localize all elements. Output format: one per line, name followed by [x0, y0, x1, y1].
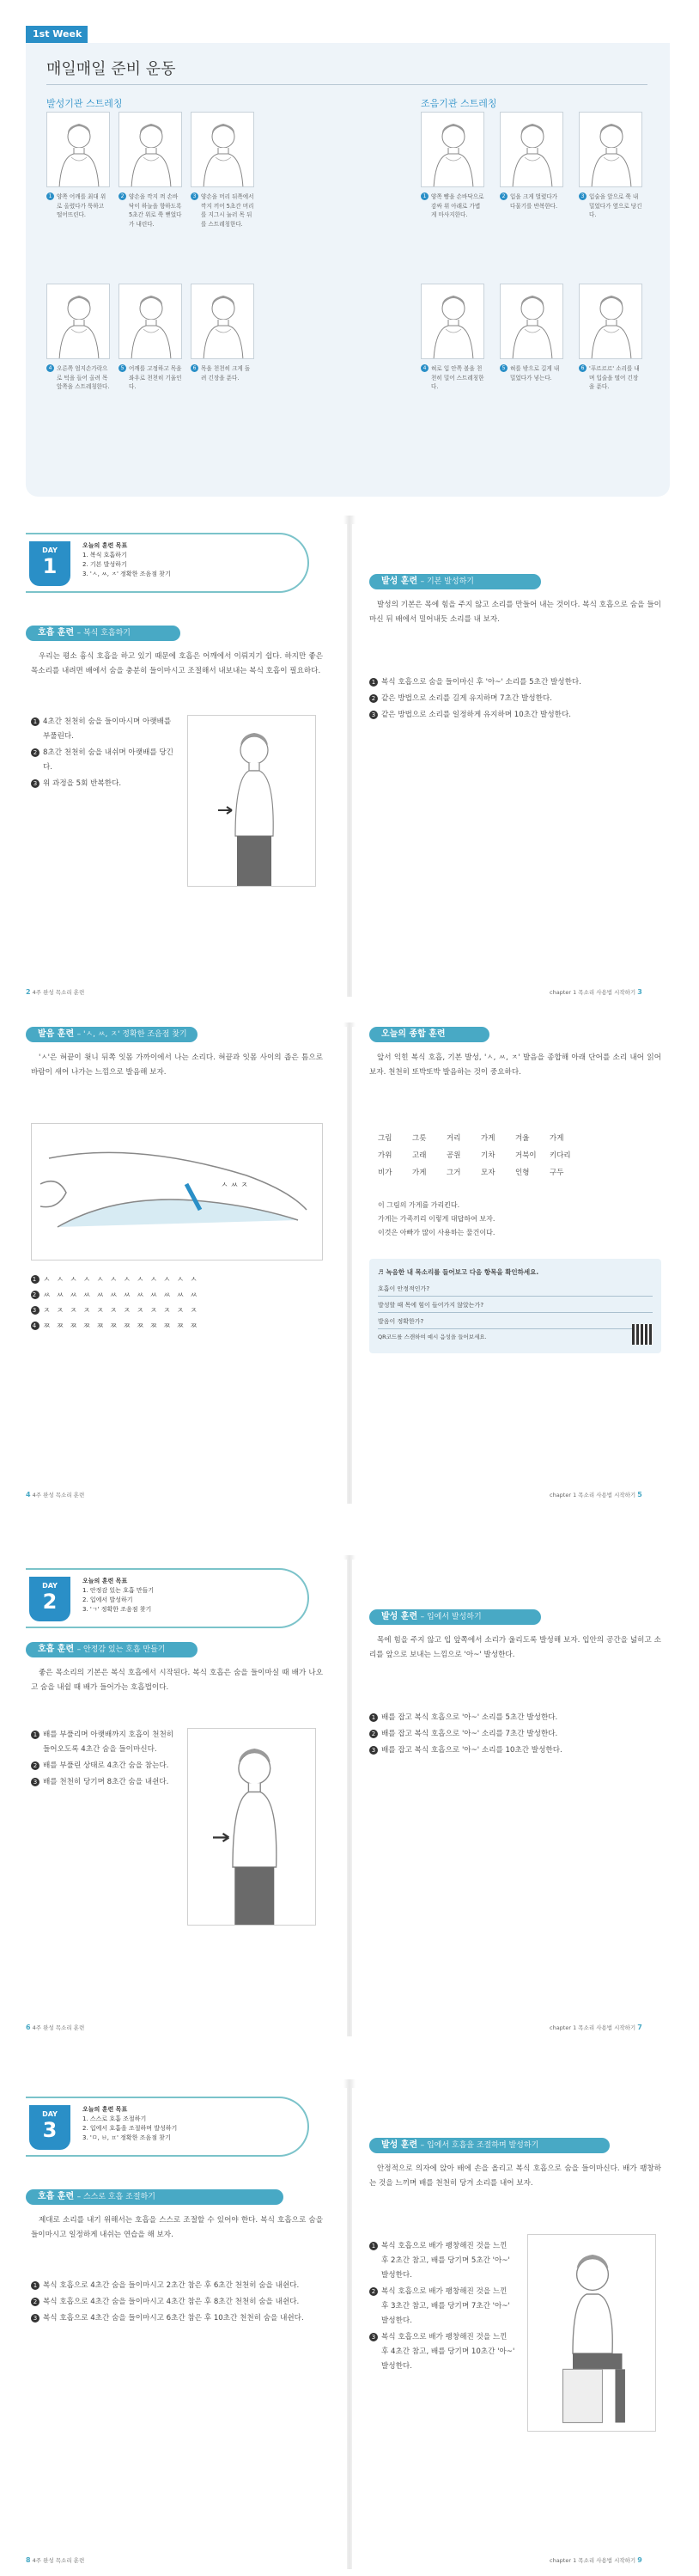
check-line: 발음이 정확한가? — [378, 1315, 653, 1329]
drill-row: 1 ㅅ ㅅ ㅅ ㅅ ㅅ ㅅ ㅅ ㅅ ㅅ ㅅ ㅅ ㅅ — [32, 1276, 199, 1285]
day-number: 2 — [42, 1590, 58, 1614]
page-number: 6 — [26, 2024, 31, 2031]
goal-item: 1. 안정감 있는 호흡 만들기 — [82, 1587, 155, 1594]
stretch-text: 목을 천천히 크게 돌려 긴장을 푼다. — [201, 365, 251, 382]
goal-item: 3. 'ㄱ' 정확한 조음점 찾기 — [82, 1606, 152, 1613]
goal-item: 2. 입에서 발성하기 — [82, 1596, 133, 1603]
section-subtitle: – 입에서 호흡을 조절하며 발성하기 — [420, 2141, 539, 2150]
section-title: 발성 훈련 — [381, 577, 418, 586]
step-item: 2 배를 잡고 복식 호흡으로 '아~' 소리를 7초간 발성한다. — [369, 1727, 661, 1742]
stretch-text: 어깨를 고정하고 목을 좌우로 천천히 기울인다. — [129, 365, 182, 390]
vocal-description: 안정적으로 의자에 앉아 배에 손을 올리고 복식 호흡으로 숨을 들이마신다. 배가 팽창하는 것을 느끼며 배를 천천히 당겨 소리를 내어 보자. — [369, 2164, 661, 2188]
step-item: 2 복식 호흡으로 4초간 숨을 들이마시고 4초간 참은 후 8초간 천천히 숨을 내쉰다. — [31, 2295, 323, 2310]
stretch-text: 입을 크게 벌렸다가 다물기를 반복한다. — [510, 193, 558, 210]
step-num: 3 — [191, 192, 198, 200]
step-num: 4 — [421, 364, 429, 372]
left-group-title: 발성기관 스트레칭 — [46, 98, 123, 109]
note-line: 가게는 가족끼리 이렇게 대답하여 보자. — [378, 1215, 495, 1223]
footer-text: 4주 완성 목소리 훈련 — [32, 2557, 85, 2564]
stretch-text: 양손을 머리 뒤쪽에서 깍지 끼어 5초간 머리를 지그시 눌러 목 뒤를 스트레칭한다. — [201, 193, 254, 228]
drill-row: 2 ㅆ ㅆ ㅆ ㅆ ㅆ ㅆ ㅆ ㅆ ㅆ ㅆ ㅆ ㅆ — [32, 1291, 199, 1300]
stretch-text: 혀를 밖으로 길게 내밀었다가 넣는다. — [510, 365, 560, 382]
vocal-description: 발성의 기본은 목에 힘을 주지 않고 소리를 만들어 내는 것이다. 복식 호흡으로 숨을 들이마신 뒤 배에서 밀어내듯 소리를 내 보자. — [369, 601, 661, 624]
page-number: 7 — [637, 2024, 642, 2031]
stretch-text: 양쪽 어깨를 최대 위로 올렸다가 툭하고 떨어뜨린다. — [57, 193, 106, 218]
step-num: 6 — [579, 364, 587, 372]
step-item: 2 배를 부풀린 상태로 4초간 숨을 참는다. — [31, 1759, 177, 1773]
section-subtitle: – 안정감 있는 호흡 만들기 — [76, 1645, 166, 1654]
goal-item: 1. 복식 호흡하기 — [82, 552, 127, 559]
step-item: 1 복식 호흡으로 4초간 숨을 들이마시고 2초간 참은 후 6초간 천천히 숨을 내쉰다. — [31, 2279, 323, 2293]
stretch-text: 혀로 입 안쪽 볼을 천천히 밀어 스트레칭한다. — [431, 365, 484, 390]
right-group-title: 조음기관 스트레칭 — [421, 98, 497, 109]
section-title: 호흡 훈련 — [38, 1645, 75, 1654]
breath-description: 제대로 소리를 내기 위해서는 호흡을 스스로 조절할 수 있어야 한다. 복식 호흡으로 숨을 들이마시고 일정하게 내쉬는 연습을 해 보자. — [31, 2216, 323, 2239]
drill-row: 4 ㅉ ㅉ ㅉ ㅉ ㅉ ㅉ ㅉ ㅉ ㅉ ㅉ ㅉ ㅉ — [32, 1322, 199, 1331]
goals-title: 오늘의 훈련 목표 — [82, 1578, 128, 1584]
page-number: 9 — [637, 2556, 642, 2564]
breath-description: 우리는 평소 흉식 호흡을 하고 있기 때문에 호흡은 어깨에서 이뤄지기 쉽다. 하지만 좋은 목소리를 내려면 배에서 숨을 충분히 들이마시고 조절해서 내보내는 복식 호흡이 필요하다. — [31, 652, 323, 675]
section-subtitle: – 입에서 발성하기 — [420, 1613, 482, 1621]
vocal-description: 목에 힘을 주지 않고 입 앞쪽에서 소리가 울리도록 발성해 보자. 입안의 공간을 넓히고 소리를 앞으로 보내는 느낌으로 '아~' 발성한다. — [369, 1636, 661, 1659]
note-line: 이 그림의 가게를 가리킨다. — [378, 1201, 460, 1209]
footer-text: chapter 1 목소리 사용법 시작하기 — [550, 2024, 636, 2031]
stretch-text: 오른쪽 엄지손가락으로 턱을 들어 올려 목 앞쪽을 스트레칭한다. — [57, 365, 110, 390]
goal-item: 3. 'ㅁ, ㅂ, ㅍ' 정확한 조음점 찾기 — [82, 2134, 171, 2141]
step-num: 3 — [579, 192, 587, 200]
section-title: 오늘의 종합 훈련 — [381, 1029, 446, 1039]
footer-text: 4주 완성 목소리 훈련 — [32, 1492, 85, 1499]
drill-row: 3 ㅈ ㅈ ㅈ ㅈ ㅈ ㅈ ㅈ ㅈ ㅈ ㅈ ㅈ ㅈ — [32, 1307, 199, 1315]
day-label: DAY — [42, 1582, 58, 1590]
stretch-text: 양손을 깍지 껴 손바닥이 하늘을 향하도록 5초간 위로 쭉 뻗었다가 내린다. — [129, 193, 182, 228]
warmup-title: 매일매일 준비 운동 — [46, 60, 176, 78]
page-number: 2 — [26, 988, 31, 996]
step-item: 2 같은 방법으로 소리를 길게 유지하며 7초간 발성한다. — [369, 692, 661, 706]
section-subtitle: – 스스로 호흡 조절하기 — [76, 2193, 155, 2201]
page-number: 5 — [637, 1491, 642, 1499]
step-item: 2 8초간 천천히 숨을 내쉬며 아랫배를 당긴다. — [31, 746, 177, 775]
section-title: 호흡 훈련 — [38, 2192, 75, 2201]
footer-text: chapter 1 목소리 사용법 시작하기 — [550, 989, 636, 996]
stretch-text: 입술을 앞으로 쭉 내밀었다가 옆으로 당긴다. — [589, 193, 642, 218]
page-number: 4 — [26, 1491, 31, 1499]
section-subtitle: – 기본 발성하기 — [420, 577, 474, 586]
step-item: 1 배를 잡고 복식 호흡으로 '아~' 소리를 5초간 발성한다. — [369, 1711, 661, 1725]
breath-description: 좋은 목소리의 기본은 복식 호흡에서 시작된다. 복식 호흡은 숨을 들이마실 때 배가 나오고 숨을 내쉴 때 배가 들어가는 호흡법이다. — [31, 1669, 323, 1692]
stretch-text: 양쪽 뺨을 손바닥으로 감싸 위 아래로 가볍게 마사지한다. — [431, 193, 484, 218]
check-line: 호흡이 안정적인가? — [378, 1282, 653, 1297]
synth-description: 앞서 익힌 복식 호흡, 기본 발성, 'ㅅ, ㅆ, ㅈ' 발음을 종합해 아래 단어를 소리 내어 읽어 보자. 천천히 또박또박 발음하는 것이 중요하다. — [369, 1053, 661, 1077]
check-line: 발성할 때 목에 힘이 들어가지 않았는가? — [378, 1298, 653, 1313]
day-number: 1 — [42, 554, 58, 578]
section-subtitle: – 복식 호흡하기 — [76, 629, 131, 638]
step-item: 3 복식 호흡으로 배가 팽창해진 것을 느낀 후 4초간 참고, 배를 당기며 10초간 '아~' 발성한다. — [369, 2330, 515, 2374]
step-num: 2 — [500, 192, 508, 200]
listen-title: ♬ 녹음한 내 목소리를 들어보고 다음 항목을 확인하세요. — [378, 1268, 539, 1276]
page-number: 3 — [637, 988, 642, 996]
step-item: 1 배를 부풀리며 아랫배까지 호흡이 천천히 들어오도록 4초간 숨을 들이마신다. — [31, 1728, 177, 1757]
step-item: 3 같은 방법으로 소리를 일정하게 유지하며 10초간 발성한다. — [369, 708, 661, 723]
section-title: 호흡 훈련 — [38, 628, 75, 638]
step-num: 5 — [500, 364, 508, 372]
section-subtitle: – 'ㅅ, ㅆ, ㅈ' 정확한 조음점 찾기 — [76, 1030, 187, 1039]
goal-item: 2. 입에서 호흡을 조절하며 발성하기 — [82, 2125, 178, 2132]
word-row: 그림 그릇 거리 가게 겨울 가게 — [378, 1134, 564, 1143]
step-item: 3 배를 천천히 당기며 8초간 숨을 내쉰다. — [31, 1775, 177, 1790]
step-num: 1 — [46, 192, 54, 200]
step-item: 2 복식 호흡으로 배가 팽창해진 것을 느낀 후 3초간 참고, 배를 당기며 7초간 '아~' 발성한다. — [369, 2285, 515, 2329]
listen-tip: QR코드를 스캔하여 예시 음성을 들어보세요. — [378, 1334, 487, 1340]
word-row: 가위 고래 공원 기차 거북이 키다리 — [378, 1151, 571, 1160]
diagram-label: ㅅ ㅆ ㅈ — [221, 1181, 248, 1190]
step-num: 1 — [421, 192, 429, 200]
step-item: 1 4초간 천천히 숨을 들이마시며 아랫배를 부풀린다. — [31, 715, 177, 744]
word-row: 비가 가게 그거 모자 인형 구두 — [378, 1169, 564, 1177]
footer-text: 4주 완성 목소리 훈련 — [32, 2024, 85, 2031]
step-num: 6 — [191, 364, 198, 372]
week-tag: 1st Week — [26, 26, 88, 43]
note-line: 이것은 아빠가 많이 사용하는 물건이다. — [378, 1229, 495, 1236]
day-label: DAY — [42, 546, 58, 554]
step-item: 3 위 과정을 5회 반복한다. — [31, 777, 177, 791]
headphones-icon: ♬ — [378, 1268, 384, 1276]
section-title: 발성 훈련 — [381, 2140, 418, 2150]
step-num: 5 — [119, 364, 126, 372]
step-item: 1 복식 호흡으로 배가 팽창해진 것을 느낀 후 2초간 참고, 배를 당기며 5초간 '아~' 발성한다. — [369, 2239, 515, 2283]
step-num: 2 — [119, 192, 126, 200]
artic-description: 'ㅅ'은 혀끝이 윗니 뒤쪽 잇몸 가까이에서 나는 소리다. 혀끝과 잇몸 사이의 좁은 틈으로 바람이 새어 나가는 느낌으로 발음해 보자. — [31, 1053, 323, 1077]
goal-item: 1. 스스로 호흡 조절하기 — [82, 2115, 147, 2122]
step-item: 3 배를 잡고 복식 호흡으로 '아~' 소리를 10초간 발성한다. — [369, 1743, 661, 1758]
goals-title: 오늘의 훈련 목표 — [82, 2106, 128, 2113]
step-item: 3 복식 호흡으로 4초간 숨을 들이마시고 6초간 참은 후 10초간 천천히 숨을 내쉰다. — [31, 2311, 323, 2326]
goals-title: 오늘의 훈련 목표 — [82, 542, 128, 549]
day-label: DAY — [42, 2110, 58, 2118]
footer-text: chapter 1 목소리 사용법 시작하기 — [550, 1492, 636, 1499]
page-number: 8 — [26, 2556, 31, 2564]
step-item: 1 복식 호흡으로 숨을 들이마신 후 '아~' 소리를 5초간 발성한다. — [369, 675, 661, 690]
footer-text: chapter 1 목소리 사용법 시작하기 — [550, 2557, 636, 2564]
section-title: 발음 훈련 — [38, 1029, 75, 1039]
footer-text: 4주 완성 목소리 훈련 — [32, 989, 85, 996]
goal-item: 2. 기본 발성하기 — [82, 561, 127, 568]
goal-item: 3. 'ㅅ, ㅆ, ㅈ' 정확한 조음점 찾기 — [82, 571, 171, 577]
day-number: 3 — [42, 2118, 58, 2142]
section-title: 발성 훈련 — [381, 1612, 418, 1621]
stretch-text: '푸르르르' 소리를 내며 입술을 떨어 긴장을 푼다. — [589, 365, 640, 390]
step-num: 4 — [46, 364, 54, 372]
